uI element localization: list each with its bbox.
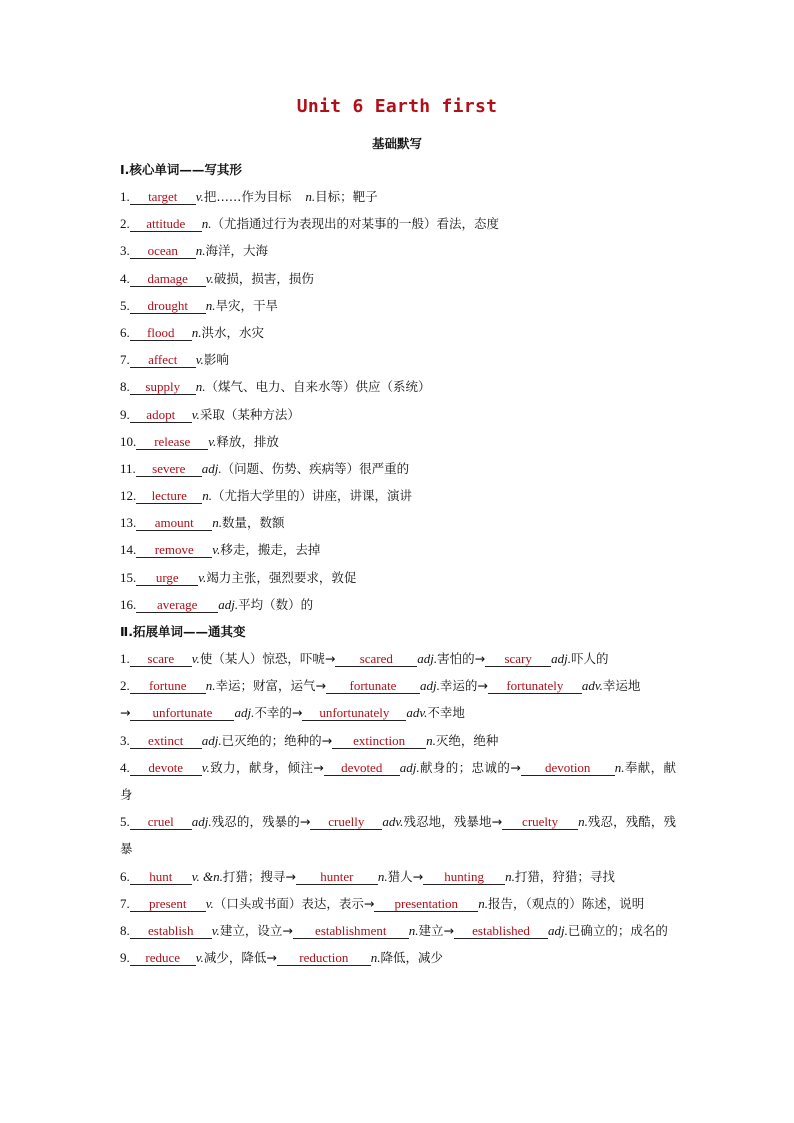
page-subtitle: 基础默写: [371, 136, 422, 151]
list-item: [120, 754, 676, 808]
part-of-speech: adj.: [548, 922, 568, 938]
list-item: [120, 727, 680, 754]
meaning: 建立，设立→: [219, 922, 293, 938]
list-item: [120, 536, 680, 563]
answer-blank: supply: [130, 379, 196, 395]
part-of-speech: adj.: [218, 596, 239, 612]
part-of-speech: n.: [195, 379, 206, 395]
part-of-speech: n.: [408, 922, 419, 938]
part-of-speech: v.: [208, 433, 217, 449]
list-item: [120, 346, 680, 373]
meaning: 幸运地: [602, 678, 641, 694]
item-number: 8.: [120, 922, 130, 938]
answer-blank: devotion: [521, 760, 615, 776]
meaning: 献身的；忠诚的→: [419, 759, 521, 775]
item-number: 2.: [120, 216, 130, 232]
item-number: 3.: [120, 732, 130, 748]
meaning: （尤指大学里的）讲座，讲课，演讲: [212, 488, 413, 504]
meaning: 海洋，大海: [205, 243, 269, 259]
part-of-speech: adj.: [417, 651, 438, 666]
part-of-speech: n.: [191, 324, 202, 340]
meaning: 竭力主张，强烈要求，敦促: [206, 569, 357, 585]
part-of-speech: n.: [205, 678, 216, 694]
answer-blank: release: [136, 434, 208, 450]
item-number: 10.: [120, 433, 137, 449]
list-item: [120, 808, 676, 862]
meaning: 移走，搬走，去掉: [220, 542, 321, 558]
item-number: 8.: [120, 379, 130, 395]
meaning: 不幸地: [427, 705, 465, 721]
item-number: 1.: [120, 651, 130, 666]
part-of-speech: n.: [377, 868, 388, 884]
item-number: 4.: [120, 270, 130, 286]
answer-blank: establishment: [293, 923, 409, 939]
list-item: [120, 564, 680, 591]
answer-blank: reduce: [130, 950, 196, 966]
list-item: [120, 645, 680, 672]
meaning: （煤气、电力、自来水等）供应（系统）: [205, 379, 431, 395]
answer-blank: average: [136, 597, 218, 613]
item-number: 9.: [120, 950, 130, 966]
list-item: [120, 944, 680, 971]
answer-blank: scare: [130, 651, 192, 667]
meaning: 打猎；搜寻→: [222, 868, 296, 884]
meaning: （问题、伤势、疾病等）很严重的: [221, 460, 410, 476]
item-number: 2.: [120, 678, 130, 694]
answer-blank: fortunately: [488, 678, 582, 694]
answer-blank: unfortunately: [302, 705, 406, 721]
meaning: 采取（某种方法）: [199, 406, 300, 422]
answer-blank: present: [130, 896, 206, 912]
answer-blank: fortune: [130, 678, 206, 694]
answer-blank: reduction: [277, 950, 371, 966]
list-item: [120, 183, 680, 210]
part-of-speech: adj.: [201, 460, 222, 476]
section-heading-core-words: Ⅰ.核心单词——写其形: [120, 162, 242, 177]
meaning: 打猎，狩猎；寻找: [514, 868, 615, 884]
item-number: 12.: [120, 488, 137, 504]
list-item: [120, 591, 680, 618]
part-of-speech: n.: [205, 297, 216, 313]
list-item: [120, 917, 676, 944]
item-number: 14.: [120, 542, 137, 558]
meaning: 影响: [203, 352, 229, 368]
meaning: 平均（数）的: [238, 596, 314, 612]
meaning: 降低，减少: [380, 950, 444, 966]
meaning: 减少，降低→: [203, 950, 277, 966]
part-of-speech: adv.: [406, 705, 428, 721]
arrow: →: [120, 705, 131, 721]
list-item: [120, 237, 680, 264]
meaning: 不幸的→: [254, 705, 303, 721]
part-of-speech: adj.: [419, 678, 440, 694]
item-number: 5.: [120, 814, 130, 830]
answer-blank: target: [130, 189, 196, 205]
part-of-speech: v. &n.: [191, 868, 223, 884]
list-item: [120, 401, 680, 428]
item-number: 7.: [120, 352, 130, 368]
answer-blank: presentation: [374, 896, 478, 912]
part-of-speech: v.: [205, 270, 214, 286]
answer-blank: unfortunate: [130, 705, 234, 721]
part-of-speech: v.: [212, 542, 221, 558]
answer-blank: attitude: [130, 216, 202, 232]
answer-blank: flood: [130, 325, 192, 341]
meaning: 吓人的: [571, 651, 609, 666]
part-of-speech: adj.: [191, 814, 212, 830]
item-number: 3.: [120, 243, 130, 259]
answer-blank: hunter: [296, 869, 378, 885]
part-of-speech: n.: [578, 814, 588, 830]
answer-blank: drought: [130, 298, 206, 314]
list-item: [120, 890, 676, 917]
list-item: [120, 428, 680, 455]
part-of-speech: v.: [205, 895, 214, 911]
part-of-speech: n.: [478, 895, 489, 911]
list-item: [120, 265, 680, 292]
item-number: 6.: [120, 324, 130, 340]
section-heading-extended-words: Ⅱ.拓展单词——通其变: [120, 624, 246, 639]
part-of-speech: adj.: [234, 705, 255, 721]
meaning: 致力，献身，倾注→: [209, 759, 324, 775]
part-of-speech: adv.: [382, 814, 404, 830]
meaning: 把……作为目标: [203, 189, 292, 204]
answer-blank: established: [454, 923, 548, 939]
meaning: 数量，数额: [222, 515, 285, 531]
item-number: 11.: [120, 460, 136, 476]
part-of-speech: v.: [195, 189, 204, 204]
meaning: 残忍的，残暴的→: [211, 814, 311, 830]
answer-blank: hunting: [423, 869, 505, 885]
part-of-speech: v.: [211, 922, 220, 938]
part-of-speech: n.: [505, 868, 515, 884]
meaning: 幸运的→: [439, 678, 488, 694]
part-of-speech: n.: [201, 216, 212, 232]
answer-blank: amount: [136, 515, 212, 531]
meaning: 使（某人）惊恐，吓唬→: [199, 651, 336, 666]
answer-blank: hunt: [130, 869, 192, 885]
item-number: 6.: [120, 868, 130, 884]
meaning: 已灭绝的；绝种的→: [221, 732, 333, 748]
item-number: 4.: [120, 759, 130, 775]
answer-blank: urge: [136, 570, 198, 586]
list-item: [120, 292, 680, 319]
part-of-speech: adj.: [399, 759, 420, 775]
list-item: [120, 509, 680, 536]
list-item: [120, 482, 680, 509]
part-of-speech: v.: [198, 569, 207, 585]
meaning: 破损，损害，损伤: [213, 270, 314, 286]
answer-blank: fortunate: [326, 678, 420, 694]
list-item: [120, 863, 680, 890]
meaning: 建立→: [418, 922, 455, 938]
answer-blank: lecture: [136, 488, 202, 504]
list-item-continuation: [120, 699, 680, 726]
meaning: （口头或书面）表达，表示→: [213, 895, 375, 911]
part-of-speech: v.: [195, 950, 204, 966]
part-of-speech: n.: [614, 759, 625, 775]
meaning: 目标；靶子: [315, 189, 378, 204]
part-of-speech: adv.: [581, 678, 603, 694]
part-of-speech: n.: [212, 515, 222, 531]
part-of-speech: v.: [191, 406, 200, 422]
item-number: 16.: [120, 596, 137, 612]
item-number: 1.: [120, 189, 130, 204]
answer-blank: establish: [130, 923, 212, 939]
answer-blank: extinct: [130, 733, 202, 749]
meaning: 旱灾，干旱: [215, 297, 279, 313]
answer-blank: damage: [130, 271, 206, 287]
answer-blank: scary: [485, 651, 551, 667]
answer-blank: devote: [130, 760, 202, 776]
part-of-speech: v.: [195, 352, 204, 368]
answer-blank: affect: [130, 352, 196, 368]
meaning: 灭绝，绝种: [435, 732, 499, 748]
item-number: 7.: [120, 895, 130, 911]
meaning: 猎人→: [387, 868, 424, 884]
answer-blank: extinction: [332, 733, 426, 749]
part-of-speech: n.: [202, 488, 212, 504]
list-item: [120, 319, 680, 346]
item-number: 13.: [120, 515, 137, 531]
part-of-speech: n.: [195, 243, 206, 259]
page-title: Unit 6 Earth first: [296, 96, 498, 117]
answer-blank: remove: [136, 542, 212, 558]
list-item: [120, 373, 680, 400]
meaning: 洪水，水灾: [201, 324, 265, 340]
answer-blank: cruelty: [502, 814, 578, 830]
item-number: 5.: [120, 297, 130, 313]
meaning: 害怕的→: [437, 651, 486, 666]
answer-blank: severe: [136, 461, 202, 477]
item-number: 15.: [120, 569, 137, 585]
part-of-speech: v.: [191, 651, 200, 666]
answer-blank: adopt: [130, 407, 192, 423]
meaning: 残忍，残酷，残暴: [120, 814, 676, 857]
worksheet-content: [120, 156, 680, 971]
part-of-speech: v.: [201, 759, 210, 775]
answer-blank: ocean: [130, 243, 196, 259]
item-number: 9.: [120, 406, 130, 422]
list-item: [120, 455, 680, 482]
list-item: [120, 210, 680, 237]
answer-blank: devoted: [324, 760, 400, 776]
answer-blank: cruel: [130, 814, 192, 830]
part-of-speech: n.: [370, 950, 381, 966]
part-of-speech: n.: [426, 732, 436, 748]
meaning: 已确立的；成名的: [567, 922, 668, 938]
meaning: 奉献，献身: [120, 759, 676, 802]
answer-blank: cruelly: [310, 814, 382, 830]
part-of-speech: n.: [305, 189, 316, 204]
meaning: （尤指通过行为表现出的对某事的一般）看法，态度: [211, 216, 500, 232]
meaning: 报告，（观点的）陈述，说明: [488, 895, 645, 911]
meaning: 残忍地，残暴地→: [403, 814, 503, 830]
list-item: [120, 672, 680, 699]
part-of-speech: adj.: [551, 651, 572, 666]
meaning: 幸运；财富，运气→: [215, 678, 326, 694]
meaning: 释放，排放: [216, 433, 279, 449]
answer-blank: scared: [335, 651, 417, 667]
part-of-speech: adj.: [201, 732, 222, 748]
